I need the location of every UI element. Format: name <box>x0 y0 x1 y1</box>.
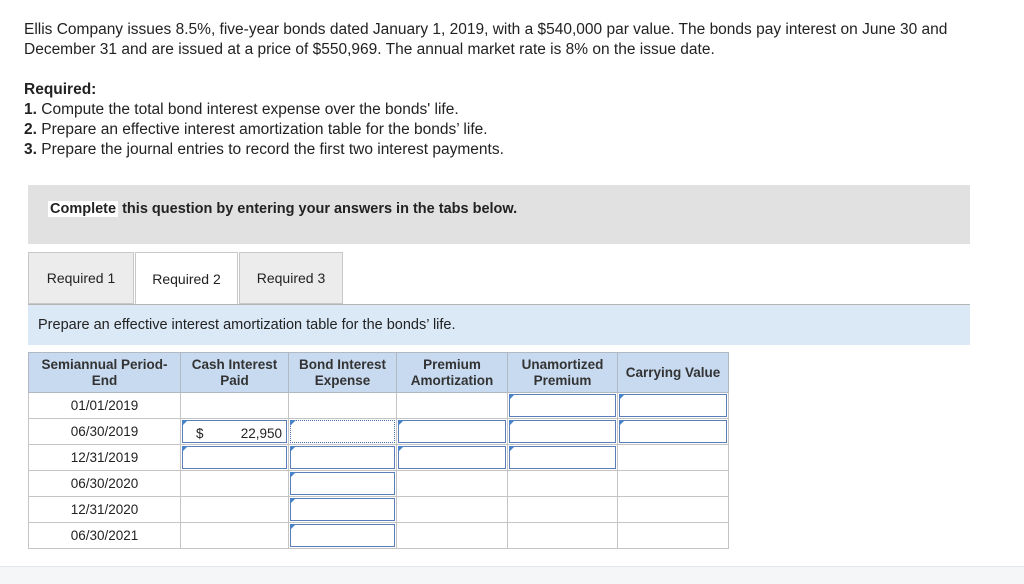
period-cell: 01/01/2019 <box>29 393 181 419</box>
cash-interest-value: 22,950 <box>240 426 282 441</box>
table-row <box>29 497 729 523</box>
amortization-cell <box>397 523 508 549</box>
header-cash-interest: Cash Interest Paid <box>181 353 289 393</box>
tab-required-2[interactable]: Required 2 <box>135 252 238 305</box>
interest-expense-input[interactable] <box>290 472 395 495</box>
header-unamortized-premium: Unamortized Premium <box>508 353 618 393</box>
interest-expense-input[interactable] <box>290 524 395 547</box>
unamortized-premium-cell <box>508 471 618 497</box>
carrying-value-cell <box>618 497 729 523</box>
expense-cell <box>289 445 397 471</box>
amortization-cell <box>397 471 508 497</box>
carrying-value-input[interactable] <box>619 420 727 443</box>
table-row <box>29 445 729 471</box>
header-premium-amortization: Premium Amortization <box>397 353 508 393</box>
carrying-value-cell <box>618 471 729 497</box>
amortization-cell <box>397 497 508 523</box>
header-carrying-value: Carrying Value <box>618 353 729 393</box>
required-item-1: 1. Compute the total bond interest expense over the bonds' life. <box>24 101 459 118</box>
tab-required-1[interactable]: Required 1 <box>28 252 134 304</box>
amortization-cell <box>397 419 508 445</box>
cash-cell <box>181 445 289 471</box>
unamortized-premium-cell <box>508 445 618 471</box>
table-row <box>29 471 729 497</box>
amortization-cell <box>397 393 508 419</box>
table-row <box>29 419 729 445</box>
expense-cell <box>289 393 397 419</box>
expense-cell <box>289 471 397 497</box>
required-item-2: 2. Prepare an effective interest amortization table for the bonds’ life. <box>24 121 488 138</box>
carrying-value-input[interactable] <box>619 394 727 417</box>
unamortized-premium-cell <box>508 419 618 445</box>
carrying-value-cell <box>618 393 729 419</box>
interest-expense-input[interactable] <box>290 498 395 521</box>
unamortized-premium-cell <box>508 393 618 419</box>
carrying-value-cell <box>618 445 729 471</box>
expense-cell <box>289 523 397 549</box>
premium-amortization-input[interactable] <box>398 446 506 469</box>
tab-instruction: Prepare an effective interest amortization table for the bonds’ life. <box>28 305 970 345</box>
premium-amortization-input[interactable] <box>398 420 506 443</box>
page-footer-strip <box>0 566 1024 584</box>
period-cell: 12/31/2019 <box>29 445 181 471</box>
banner-text: Complete this question by entering your answers in the tabs below. <box>50 201 518 217</box>
carrying-value-cell <box>618 523 729 549</box>
unamortized-premium-input[interactable] <box>509 394 616 417</box>
tab-required-3[interactable]: Required 3 <box>239 252 343 304</box>
problem-text: Ellis Company issues 8.5%, five-year bonds dated January 1, 2019, with a $540,000 par value. The bonds pay interest on June 30 and December 31 and are issued at a price of $550,969. The annual market rate is 8% on the issue date. <box>24 21 948 58</box>
header-period: Semiannual Period-End <box>29 353 181 393</box>
carrying-value-cell <box>618 419 729 445</box>
amortization-table <box>28 352 729 549</box>
unamortized-premium-cell <box>508 523 618 549</box>
amortization-cell <box>397 445 508 471</box>
unamortized-premium-input[interactable] <box>509 446 616 469</box>
table-row <box>29 393 729 419</box>
cash-cell <box>181 471 289 497</box>
interest-expense-input[interactable] <box>290 446 395 469</box>
expense-cell <box>289 419 397 445</box>
cash-cell <box>181 393 289 419</box>
unamortized-premium-input[interactable] <box>509 420 616 443</box>
period-cell: 12/31/2020 <box>29 497 181 523</box>
expense-cell <box>289 497 397 523</box>
cash-interest-input[interactable] <box>182 420 287 443</box>
table-row <box>29 523 729 549</box>
unamortized-premium-cell <box>508 497 618 523</box>
period-cell: 06/30/2019 <box>29 419 181 445</box>
cash-cell <box>181 497 289 523</box>
cash-interest-input[interactable] <box>182 446 287 469</box>
interest-expense-input[interactable] <box>290 420 395 443</box>
header-interest-expense: Bond Interest Expense <box>289 353 397 393</box>
instructions-banner <box>28 185 970 244</box>
period-cell: 06/30/2020 <box>29 471 181 497</box>
currency-symbol: $ <box>196 426 204 441</box>
required-heading: Required: <box>24 81 97 98</box>
cash-cell <box>181 523 289 549</box>
cash-cell <box>181 419 289 445</box>
required-list <box>24 100 504 160</box>
required-item-3: 3. Prepare the journal entries to record the first two interest payments. <box>24 141 504 158</box>
period-cell: 06/30/2021 <box>29 523 181 549</box>
